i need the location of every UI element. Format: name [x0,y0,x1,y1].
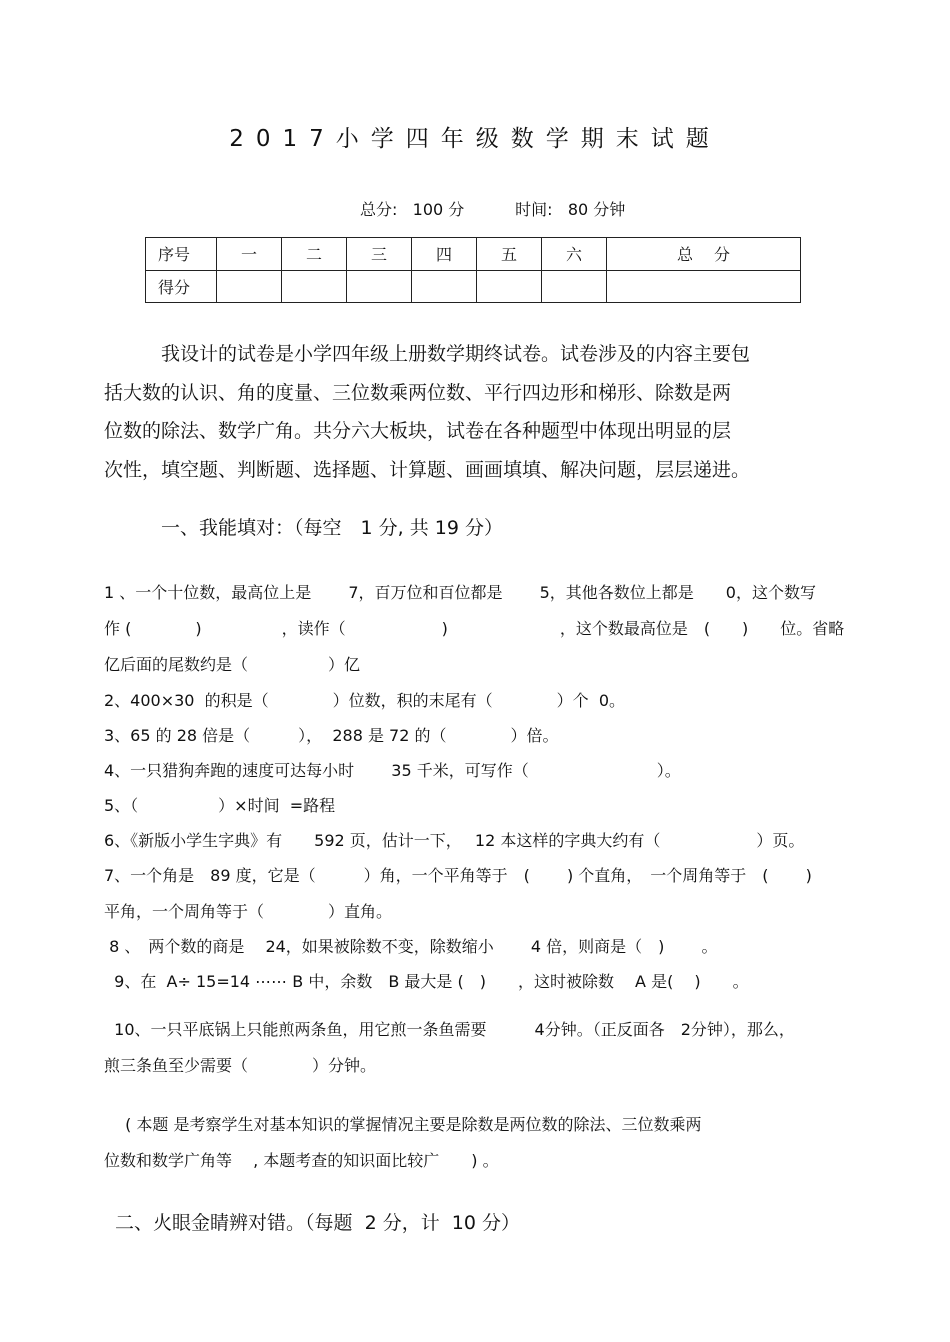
section-1-note: 位数和数学广角等 , 本题考查的知识面比较广 ) 。 [104,1151,499,1170]
score-cell-total[interactable] [607,270,801,303]
header-cell-total: 总 分 [607,238,801,271]
score-cell-5[interactable] [477,270,542,303]
score-cell-3[interactable] [347,270,412,303]
question-line: 1 、一个十位数，最高位上是 7，百万位和百位都是 5，其他各数位上都是 0，这个数写 [104,583,816,602]
question-line: 2、400×30 的积是（ ）位数，积的末尾有（ ）个 0。 [104,691,626,710]
section-2-heading: 二、火眼金睛辨对错。（每题 2 分，计 10 分） [115,1212,521,1234]
header-cell-5: 五 [477,238,542,271]
section-1-note: ( 本题 是考察学生对基本知识的掌握情况主要是除数是两位数的除法、三位数乘两 [104,1115,702,1134]
question-line: 5、（ ）×时间 =路程 [104,796,336,815]
score-table-header-row [146,238,801,271]
header-cell-number: 序号 [146,238,217,271]
question-line: 煎三条鱼至少需要（ ）分钟。 [104,1056,377,1075]
intro-line: 我设计的试卷是小学四年级上册数学期终试卷。试卷涉及的内容主要包 [161,343,751,365]
question-line: 亿后面的尾数约是（ ）亿 [104,655,361,674]
score-table-score-row [146,270,801,303]
score-cell-4[interactable] [412,270,477,303]
header-cell-1: 一 [217,238,282,271]
total-score-value: 100 分 [412,200,465,219]
page-title: 2017小学四年级数学期末试题 [229,126,721,152]
header-cell-3: 三 [347,238,412,271]
score-cell-1[interactable] [217,270,282,303]
section-1-heading: 一、我能填对：（每空 1 分, 共 19 分） [161,517,503,539]
header-cell-4: 四 [412,238,477,271]
score-row-label: 得分 [146,270,217,303]
header-cell-6: 六 [542,238,607,271]
score-cell-6[interactable] [542,270,607,303]
exam-meta [360,197,625,220]
score-cell-2[interactable] [282,270,347,303]
question-line: 9、在 A÷ 15=14 ⋯⋯ B 中，余数 B 最大是 ( ) ，这时被除数 A 是( ) 。 [104,972,749,991]
header-cell-2: 二 [282,238,347,271]
question-line: 作 ( ) ，读作（ ) ，这个数最高位是 ( ) 位。省略 [104,619,845,638]
time-value: 80 分钟 [567,200,626,219]
total-score-label: 总分: [360,200,398,219]
question-line: 6、《新版小学生字典》有 592 页，估计一下， 12 本这样的字典大约有（ ）页。 [104,831,805,850]
question-line: 10、一只平底锅上只能煎两条鱼，用它煎一条鱼需要 4分钟。（正反面各 2分钟），那么， [104,1020,795,1039]
score-table [145,237,801,303]
intro-line: 位数的除法、数学广角。共分六大板块，试卷在各种题型中体现出明显的层 [104,420,732,442]
question-line: 平角，一个周角等于（ ）直角。 [104,902,393,921]
question-line: 7、一个角是 89 度，它是（ ）角，一个平角等于 ( ) 个直角， 一个周角等于 ( ) [104,866,812,885]
intro-line: 次性，填空题、判断题、选择题、计算题、画画填填、解决问题，层层递进。 [104,458,751,481]
time-label: 时间: [515,200,553,219]
intro-paragraph [104,335,804,489]
question-line: 4、一只猎狗奔跑的速度可达每小时 35 千米，可写作（ ）。 [104,761,681,780]
question-line: 8 、 两个数的商是 24，如果被除数不变，除数缩小 4 倍，则商是（ ) 。 [104,937,718,956]
intro-line: 括大数的认识、角的度量、三位数乘两位数、平行四边形和梯形、除数是两 [104,381,732,404]
question-line: 3、65 的 28 倍是（ ）， 288 是 72 的（ ）倍。 [104,726,559,745]
